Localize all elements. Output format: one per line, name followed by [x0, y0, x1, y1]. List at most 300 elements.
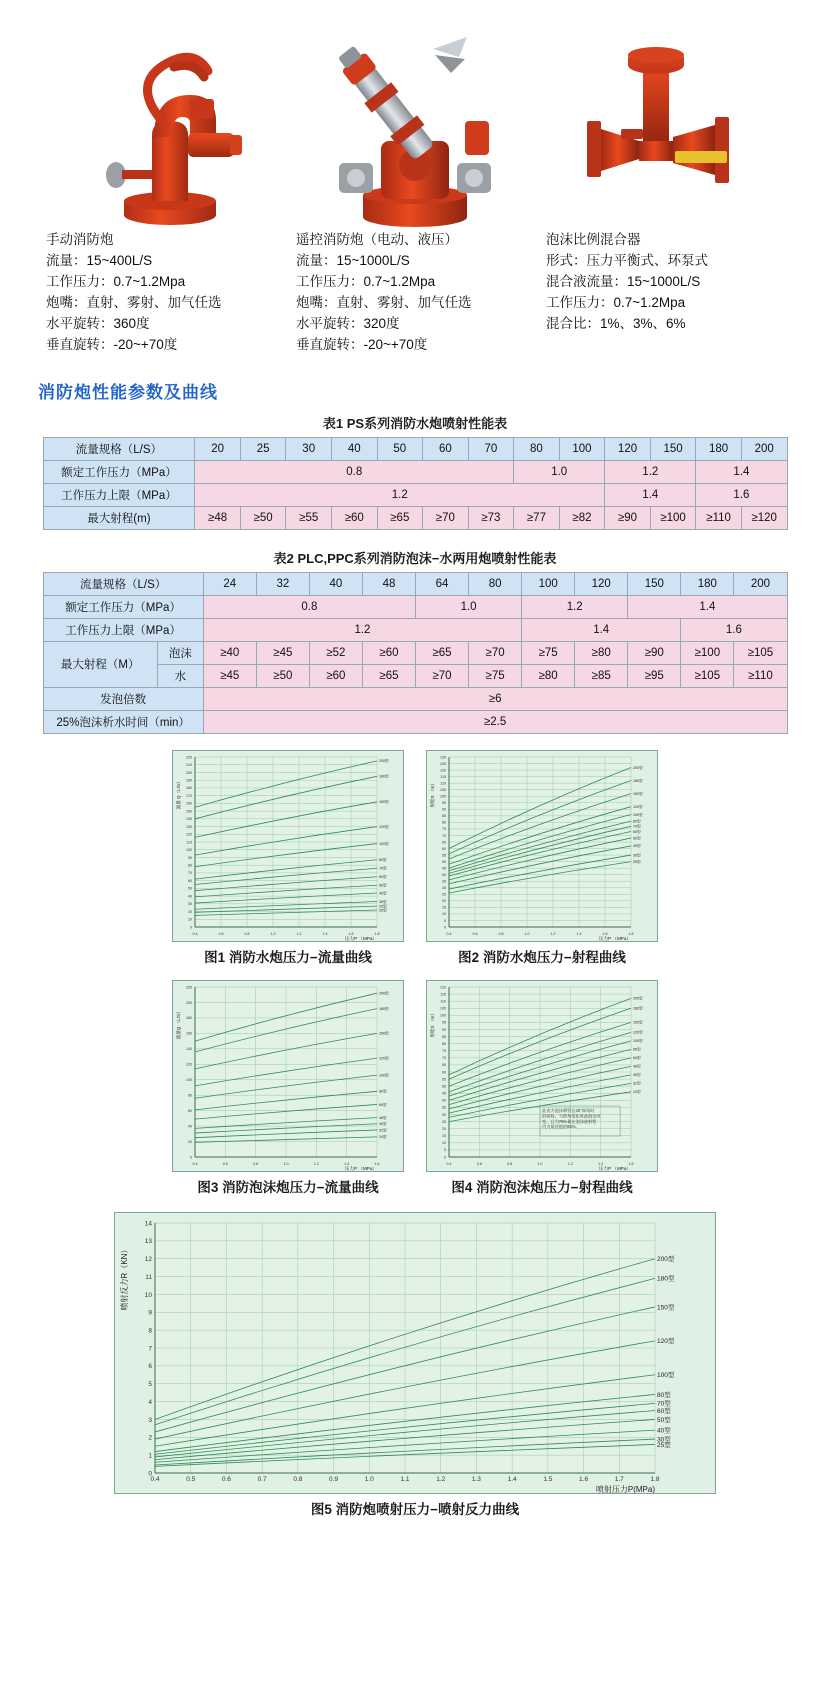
chart-5-title: 图5 消防炮喷射压力−喷射反力曲线 [310, 1501, 520, 1517]
svg-text:50: 50 [442, 1083, 446, 1088]
svg-text:85: 85 [442, 1034, 446, 1039]
svg-text:10: 10 [442, 1140, 446, 1145]
svg-text:55: 55 [442, 852, 446, 857]
svg-text:160: 160 [186, 801, 192, 806]
svg-text:65: 65 [442, 1062, 446, 1067]
svg-text:70: 70 [442, 1055, 446, 1060]
product-card-foam-proportioner [540, 20, 790, 356]
svg-text:20: 20 [442, 1126, 446, 1131]
cell: 1.6 [681, 618, 787, 641]
cell: 50 [377, 437, 423, 460]
cell: 0.8 [195, 460, 514, 483]
svg-text:125: 125 [440, 761, 446, 766]
svg-text:0.4: 0.4 [446, 931, 452, 936]
svg-text:流量 Q（L/S）: 流量 Q（L/S） [176, 778, 181, 809]
svg-text:11: 11 [145, 1273, 152, 1281]
svg-text:200: 200 [186, 770, 192, 775]
svg-text:20: 20 [188, 1139, 192, 1144]
product-spec: 工作压力：0.7~1.2Mpa [546, 294, 686, 310]
cell: ≥70 [416, 664, 469, 687]
svg-text:12: 12 [144, 1255, 152, 1263]
product-card-remote-monitor [290, 20, 540, 356]
svg-text:14: 14 [144, 1219, 152, 1227]
table-row [43, 618, 787, 641]
svg-text:50: 50 [442, 859, 446, 864]
svg-text:1.4: 1.4 [322, 931, 328, 936]
svg-text:48型: 48型 [633, 1064, 641, 1069]
svg-text:0.4: 0.4 [150, 1475, 160, 1483]
cell: 1.6 [696, 483, 787, 506]
svg-text:85: 85 [442, 813, 446, 818]
chart-2 [426, 750, 658, 976]
table1-caption: 表1 PS系列消防水炮喷射性能表 [322, 415, 508, 431]
svg-text:60: 60 [442, 846, 446, 851]
svg-text:压力P （MPa）: 压力P （MPa） [344, 1165, 377, 1171]
chart-4-plot [426, 980, 658, 1172]
svg-text:140: 140 [186, 816, 192, 821]
svg-text:0.6: 0.6 [221, 1475, 231, 1483]
row-label: 最大射程(m) [43, 506, 195, 529]
svg-text:150型: 150型 [379, 799, 389, 804]
svg-text:40: 40 [188, 893, 192, 898]
svg-text:150型: 150型 [633, 1020, 643, 1025]
row-label: 最大射程（M） [43, 641, 157, 687]
svg-text:1.2: 1.2 [550, 931, 556, 936]
svg-text:80型: 80型 [633, 1047, 641, 1052]
product-name: 手动消防炮 [46, 232, 114, 247]
chart-2-plot [426, 750, 658, 942]
svg-text:120: 120 [186, 1062, 192, 1067]
svg-text:100: 100 [186, 1077, 192, 1082]
svg-text:1.6: 1.6 [579, 1475, 589, 1483]
chart-2-title: 图2 消防水炮压力−射程曲线 [458, 949, 626, 965]
chart-1 [172, 750, 404, 976]
svg-text:15: 15 [442, 1133, 446, 1138]
svg-text:120型: 120型 [379, 824, 389, 829]
cell: 1.2 [203, 618, 521, 641]
svg-text:20型: 20型 [379, 907, 387, 912]
svg-text:70: 70 [188, 870, 192, 875]
product-spec: 水平旋转：320度 [296, 315, 400, 331]
svg-text:35: 35 [442, 879, 446, 884]
svg-text:射程S （m）: 射程S （m） [430, 780, 435, 808]
cell: 1.4 [605, 483, 696, 506]
cell: 150 [650, 437, 696, 460]
svg-text:80型: 80型 [657, 1391, 671, 1399]
product-gallery [0, 0, 830, 356]
svg-text:1.8: 1.8 [650, 1475, 660, 1483]
cell: 150 [628, 572, 681, 595]
svg-text:110: 110 [186, 839, 192, 844]
svg-text:4: 4 [148, 1398, 152, 1406]
svg-text:5: 5 [444, 1147, 446, 1152]
svg-text:150型: 150型 [379, 1031, 389, 1036]
svg-text:0: 0 [190, 924, 192, 929]
table-row [43, 572, 787, 595]
chart-3 [172, 980, 404, 1206]
svg-text:110: 110 [440, 780, 446, 785]
svg-text:30型: 30型 [633, 852, 641, 857]
svg-text:220: 220 [186, 754, 192, 759]
cell: 120 [575, 572, 628, 595]
svg-text:90: 90 [442, 1027, 446, 1032]
svg-text:0.8: 0.8 [244, 931, 250, 936]
table-row [43, 641, 787, 664]
svg-text:100型: 100型 [633, 1038, 643, 1043]
svg-text:115: 115 [440, 991, 446, 996]
cell: ≥65 [416, 641, 469, 664]
svg-text:32型: 32型 [633, 1081, 641, 1086]
svg-text:1.0: 1.0 [524, 931, 530, 936]
chart-5-plot [114, 1212, 716, 1494]
svg-text:0.6: 0.6 [472, 931, 478, 936]
svg-text:0.4: 0.4 [192, 931, 198, 936]
cell: ≥100 [681, 641, 734, 664]
product-spec: 工作压力：0.7~1.2Mpa [46, 273, 186, 289]
product-image-manual-monitor [40, 20, 290, 230]
cell: 25 [240, 437, 286, 460]
section-title: 消防炮性能参数及曲线 [38, 382, 218, 402]
table-row [43, 506, 787, 529]
svg-text:30: 30 [188, 901, 192, 906]
cell: ≥45 [256, 641, 309, 664]
svg-text:120型: 120型 [379, 1055, 389, 1060]
cell: ≥73 [468, 506, 514, 529]
cell: 24 [203, 572, 256, 595]
svg-text:8: 8 [148, 1327, 152, 1335]
chart-row-2 [0, 980, 830, 1206]
svg-text:120型: 120型 [633, 1030, 643, 1035]
cell: 200 [741, 437, 787, 460]
svg-text:1.1: 1.1 [400, 1475, 410, 1483]
svg-text:200型: 200型 [633, 765, 643, 770]
cell: ≥40 [203, 641, 256, 664]
svg-text:25型: 25型 [657, 1441, 671, 1449]
svg-text:24型: 24型 [633, 1089, 641, 1094]
cell: 32 [256, 572, 309, 595]
svg-text:100: 100 [186, 847, 192, 852]
chart-row-1 [0, 750, 830, 976]
svg-text:80型: 80型 [379, 1089, 387, 1094]
svg-text:1.3: 1.3 [471, 1475, 481, 1483]
product-spec: 炮嘴：直射、雾射、加气任选 [296, 294, 472, 310]
svg-text:40型: 40型 [657, 1427, 671, 1435]
table2-caption: 表2 PLC,PPC系列消防泡沫−水两用炮喷射性能表 [273, 550, 557, 566]
svg-text:5: 5 [148, 1380, 152, 1388]
cell: ≥85 [575, 664, 628, 687]
cell: 100 [559, 437, 605, 460]
svg-text:0: 0 [444, 924, 446, 929]
cell: 180 [696, 437, 742, 460]
product-spec: 炮嘴：直射、雾射、加气任选 [46, 294, 222, 310]
svg-text:1.5: 1.5 [543, 1475, 553, 1483]
svg-text:20: 20 [188, 909, 192, 914]
svg-text:100型: 100型 [379, 1072, 389, 1077]
chart-3-plot [172, 980, 404, 1172]
svg-text:0.6: 0.6 [218, 931, 224, 936]
row-label: 额定工作压力（MPa） [43, 595, 203, 618]
svg-text:180型: 180型 [657, 1275, 675, 1283]
svg-text:90: 90 [442, 807, 446, 812]
cell: 20 [195, 437, 241, 460]
cell: ≥50 [240, 506, 286, 529]
svg-text:24型: 24型 [379, 1134, 387, 1139]
cell: 40 [309, 572, 362, 595]
svg-text:80: 80 [188, 863, 192, 868]
product-spec: 工作压力：0.7~1.2Mpa [296, 273, 436, 289]
row-sublabel-foam: 泡沫 [157, 641, 203, 664]
cell: 1.0 [514, 460, 605, 483]
svg-text:30型: 30型 [379, 899, 387, 904]
table-row [43, 437, 787, 460]
svg-text:50型: 50型 [657, 1416, 671, 1424]
svg-text:120: 120 [440, 984, 446, 989]
svg-text:80: 80 [442, 820, 446, 825]
svg-text:80: 80 [188, 1093, 192, 1098]
svg-text:60: 60 [188, 1108, 192, 1113]
svg-text:0.4: 0.4 [446, 1161, 452, 1166]
svg-text:0: 0 [444, 1154, 446, 1159]
svg-text:48型: 48型 [379, 1115, 387, 1120]
svg-text:喷射压力P(MPa): 喷射压力P(MPa) [595, 1484, 655, 1493]
svg-text:5: 5 [444, 918, 446, 923]
svg-text:1.6: 1.6 [602, 931, 608, 936]
cell: ≥75 [522, 641, 575, 664]
svg-text:13: 13 [144, 1237, 152, 1245]
cell: ≥60 [362, 641, 415, 664]
svg-text:压力P （MPa）: 压力P （MPa） [598, 1165, 631, 1171]
cell: 180 [681, 572, 734, 595]
cell: ≥75 [469, 664, 522, 687]
svg-text:60型: 60型 [379, 874, 387, 879]
product-spec: 流量：15~400L/S [46, 252, 153, 268]
svg-text:0.9: 0.9 [329, 1475, 339, 1483]
cell: 60 [423, 437, 469, 460]
cell: ≥60 [309, 664, 362, 687]
svg-text:40: 40 [442, 872, 446, 877]
chart-4 [426, 980, 658, 1206]
svg-text:25: 25 [442, 892, 446, 897]
svg-text:140: 140 [186, 1046, 192, 1051]
svg-text:0.6: 0.6 [222, 1161, 228, 1166]
row-label: 发泡倍数 [43, 687, 203, 710]
svg-text:1.4: 1.4 [344, 1161, 350, 1166]
svg-text:压力P （MPa）: 压力P （MPa） [598, 935, 631, 941]
cell: 1.2 [605, 460, 696, 483]
svg-text:1.6: 1.6 [374, 1161, 380, 1166]
svg-text:0.7: 0.7 [257, 1475, 267, 1483]
row-label: 25%泡沫析水时间（min） [43, 710, 203, 733]
svg-text:50型: 50型 [379, 883, 387, 888]
cell: ≥2.5 [203, 710, 787, 733]
chart-1-plot [172, 750, 404, 942]
cell: 100 [522, 572, 575, 595]
svg-text:70型: 70型 [633, 824, 641, 829]
svg-text:1.4: 1.4 [507, 1475, 517, 1483]
cell: ≥50 [256, 664, 309, 687]
svg-text:70型: 70型 [379, 866, 387, 871]
cell: 48 [362, 572, 415, 595]
cell: 80 [514, 437, 560, 460]
svg-text:100型: 100型 [379, 841, 389, 846]
chart-5 [0, 1212, 830, 1528]
cell: 120 [605, 437, 651, 460]
svg-text:100型: 100型 [657, 1371, 675, 1379]
svg-text:40型: 40型 [379, 1121, 387, 1126]
svg-text:65: 65 [442, 839, 446, 844]
cell: ≥100 [650, 506, 696, 529]
svg-text:110: 110 [440, 998, 446, 1003]
product-spec: 形式：压力平衡式、环泵式 [546, 252, 708, 268]
svg-text:0.6: 0.6 [476, 1161, 482, 1166]
svg-text:压力P （MPa）: 压力P （MPa） [344, 935, 377, 941]
svg-text:105: 105 [440, 1006, 446, 1011]
svg-text:80: 80 [442, 1041, 446, 1046]
svg-text:0.8: 0.8 [253, 1161, 259, 1166]
svg-text:200型: 200型 [379, 991, 389, 996]
cell: 1.2 [522, 595, 628, 618]
svg-text:1.0: 1.0 [364, 1475, 374, 1483]
svg-text:1.4: 1.4 [598, 1161, 604, 1166]
svg-text:变，且为75%量在泡沫液射程: 变，且为75%量在泡沫液射程 [542, 1118, 597, 1124]
svg-text:115: 115 [440, 774, 446, 779]
cell: ≥90 [605, 506, 651, 529]
table-row [43, 687, 787, 710]
svg-text:30: 30 [442, 1112, 446, 1117]
product-spec: 垂直旋转：-20~+70度 [46, 336, 178, 352]
cell: ≥105 [734, 641, 787, 664]
cell: ≥6 [203, 687, 787, 710]
svg-text:0: 0 [190, 1154, 192, 1159]
svg-text:40: 40 [188, 1123, 192, 1128]
cell: ≥110 [734, 664, 787, 687]
cell: ≥48 [195, 506, 241, 529]
cell: 200 [734, 572, 787, 595]
cell: 1.4 [628, 595, 787, 618]
cell: ≥52 [309, 641, 362, 664]
svg-text:1.8: 1.8 [628, 931, 634, 936]
svg-text:的射程，当仰角变化时此值会改: 的射程，当仰角变化时此值会改 [542, 1112, 601, 1118]
svg-text:40型: 40型 [633, 1072, 641, 1077]
svg-text:7: 7 [148, 1344, 152, 1352]
svg-text:10: 10 [188, 917, 192, 922]
product-image-remote-monitor [290, 20, 540, 230]
svg-text:0.8: 0.8 [498, 931, 504, 936]
svg-text:75: 75 [442, 826, 446, 831]
svg-text:150型: 150型 [657, 1303, 675, 1311]
svg-text:120型: 120型 [657, 1337, 675, 1345]
cell: 1.0 [416, 595, 522, 618]
svg-text:此表为泡沫喷管在30°仰角时: 此表为泡沫喷管在30°仰角时 [542, 1107, 595, 1113]
svg-text:1.8: 1.8 [374, 931, 380, 936]
svg-text:50型: 50型 [633, 835, 641, 840]
svg-text:60: 60 [188, 878, 192, 883]
svg-text:105: 105 [440, 787, 446, 792]
svg-text:180: 180 [186, 785, 192, 790]
svg-text:70: 70 [442, 833, 446, 838]
svg-text:190: 190 [186, 778, 192, 783]
cell: 1.2 [195, 483, 605, 506]
table-row [43, 483, 787, 506]
svg-text:120: 120 [440, 767, 446, 772]
svg-text:80型: 80型 [379, 857, 387, 862]
cell: ≥110 [696, 506, 742, 529]
svg-text:120: 120 [186, 832, 192, 837]
chart-1-title: 图1 消防水炮压力−流量曲线 [204, 949, 372, 965]
svg-text:50: 50 [188, 886, 192, 891]
table-ps-series [43, 437, 788, 530]
svg-text:1.0: 1.0 [270, 931, 276, 936]
svg-text:180型: 180型 [633, 1006, 643, 1011]
svg-text:64型: 64型 [379, 1102, 387, 1107]
row-label: 流量规格（L/S） [43, 437, 195, 460]
svg-text:1.2: 1.2 [313, 1161, 319, 1166]
svg-text:35: 35 [442, 1105, 446, 1110]
cell: ≥90 [628, 641, 681, 664]
cell: ≥120 [741, 506, 787, 529]
table-row [43, 595, 787, 618]
cell: ≥105 [681, 664, 734, 687]
svg-text:80型: 80型 [633, 818, 641, 823]
svg-text:45: 45 [442, 865, 446, 870]
cell: 0.8 [203, 595, 415, 618]
row-label: 工作压力上限（MPa） [43, 618, 203, 641]
svg-text:25: 25 [442, 1119, 446, 1124]
svg-text:流量Q （L/S）: 流量Q （L/S） [176, 1008, 181, 1039]
svg-text:1.2: 1.2 [436, 1475, 446, 1483]
svg-text:100型: 100型 [633, 812, 643, 817]
cell: 1.4 [522, 618, 681, 641]
svg-text:1.6: 1.6 [348, 931, 354, 936]
svg-text:160: 160 [186, 1031, 192, 1036]
product-name: 泡沫比例混合器 [546, 232, 641, 247]
svg-text:100: 100 [440, 1013, 446, 1018]
cell: ≥95 [628, 664, 681, 687]
svg-text:55: 55 [442, 1076, 446, 1081]
cell: 40 [331, 437, 377, 460]
table-row [43, 710, 787, 733]
svg-text:180: 180 [186, 1015, 192, 1020]
svg-text:10: 10 [442, 911, 446, 916]
svg-text:1.2: 1.2 [567, 1161, 573, 1166]
product-caption [290, 230, 540, 356]
cell: 1.4 [696, 460, 787, 483]
cell: 30 [286, 437, 332, 460]
svg-text:0.8: 0.8 [293, 1475, 303, 1483]
table-plc-ppc-series [43, 572, 788, 734]
product-spec: 水平旋转：360度 [46, 315, 150, 331]
svg-text:180型: 180型 [633, 778, 643, 783]
svg-text:60型: 60型 [633, 829, 641, 834]
svg-text:1: 1 [148, 1452, 152, 1460]
cell: ≥77 [514, 506, 560, 529]
row-label: 额定工作压力（MPa） [43, 460, 195, 483]
svg-text:30型: 30型 [657, 1435, 671, 1443]
product-spec: 垂直旋转：-20~+70度 [296, 336, 428, 352]
svg-text:180型: 180型 [379, 1006, 389, 1011]
product-spec: 流量：15~1000L/S [296, 252, 410, 268]
product-caption [540, 230, 790, 335]
svg-text:3: 3 [148, 1416, 152, 1424]
svg-text:射程S （m）: 射程S （m） [430, 1010, 435, 1038]
svg-text:喷射反力R（KN）: 喷射反力R（KN） [120, 1245, 129, 1310]
svg-text:60型: 60型 [657, 1407, 671, 1415]
svg-text:1.2: 1.2 [296, 931, 302, 936]
svg-text:64型: 64型 [633, 1055, 641, 1060]
cell: ≥70 [423, 506, 469, 529]
product-card-manual-monitor [40, 20, 290, 356]
product-spec: 混合比：1%、3%、6% [546, 315, 686, 331]
